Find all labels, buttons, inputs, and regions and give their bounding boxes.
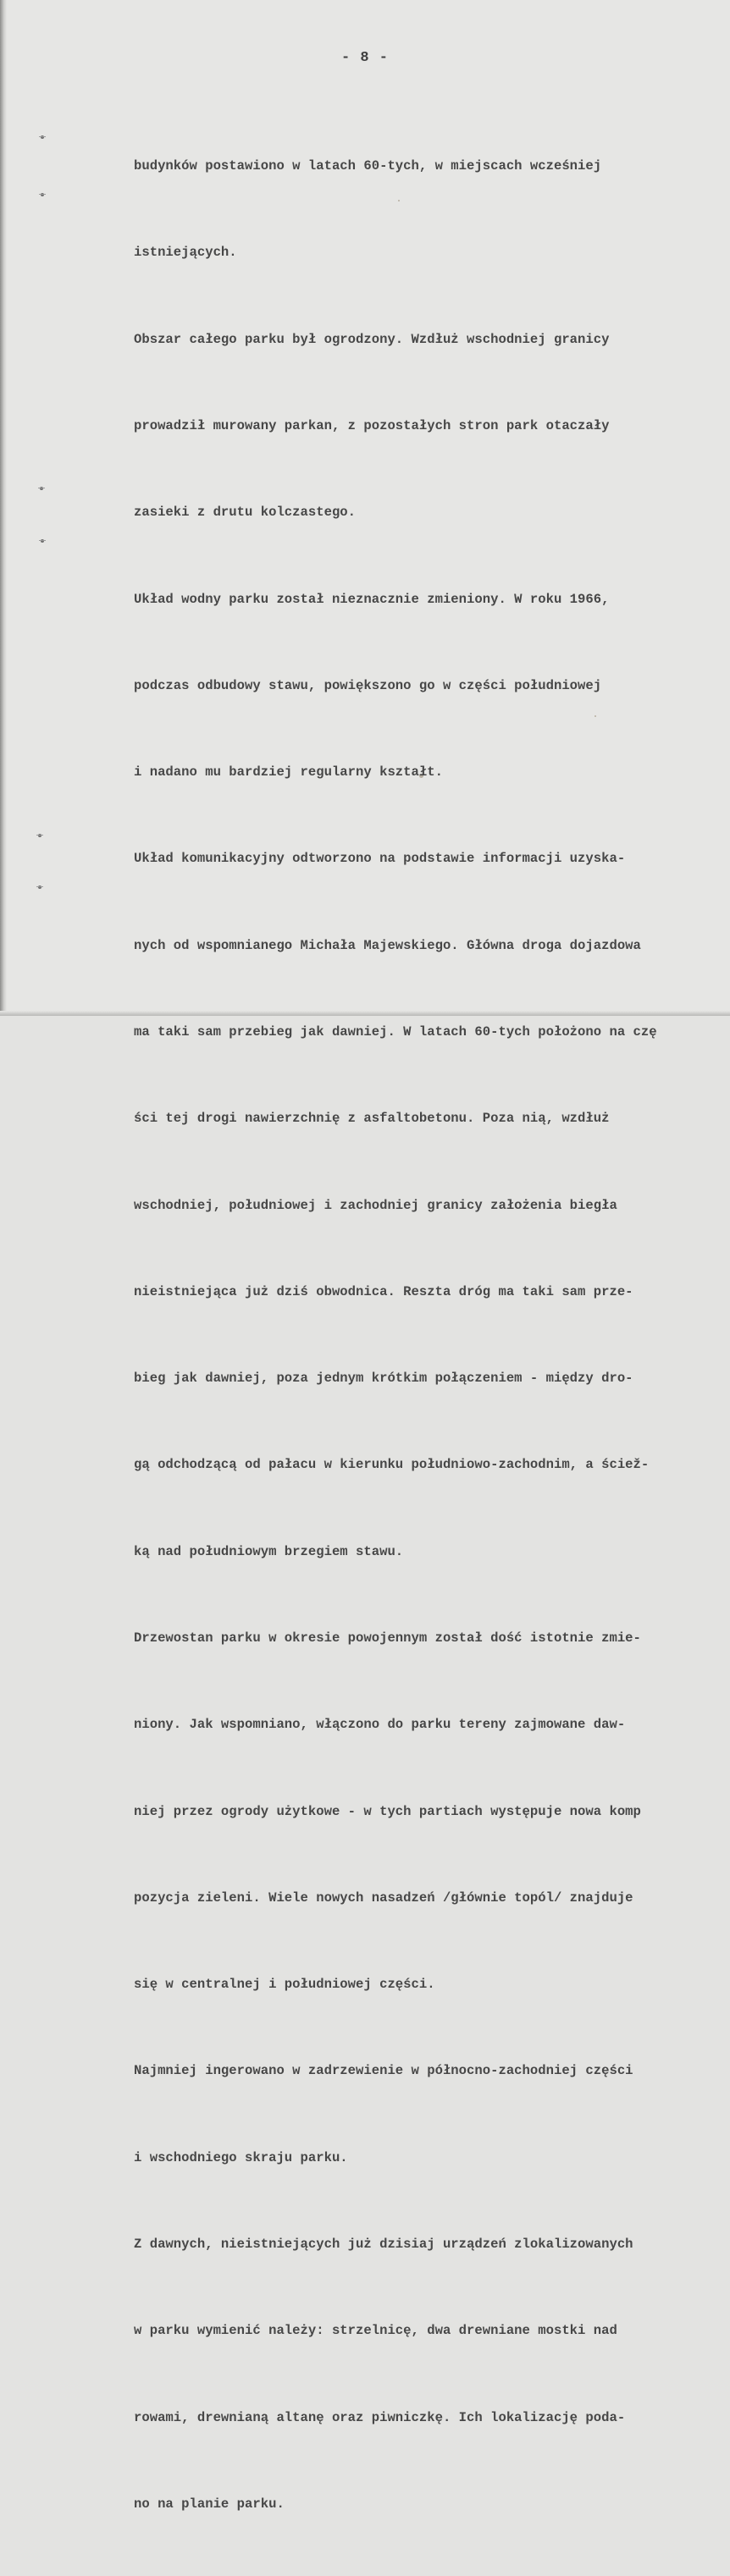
text-line: budynków postawiono w latach 60-tych, w miejscach wcześniej bbox=[134, 158, 602, 174]
text-line: Drzewostan parku w okresie powojennym został dość istotnie zmie- bbox=[134, 1630, 641, 1646]
text-line: Obszar całego parku był ogrodzony. Wzdłuż wschodniej granicy bbox=[134, 331, 610, 347]
text-line: zasieki z drutu kolczastego. bbox=[134, 505, 357, 521]
text-line: nych od wspomnianego Michała Majewskiego. Główna droga dojazdowa bbox=[134, 937, 641, 953]
text-line: Z dawnych, nieistniejących już dzisiaj urządzeń zlokalizowanych bbox=[134, 2236, 633, 2252]
text-line: Układ wodny parku został nieznacznie zmieniony. W roku 1966, bbox=[134, 591, 610, 607]
binding-hole-mark bbox=[41, 135, 44, 139]
binding-hole-mark bbox=[41, 193, 44, 196]
binding-hole-mark bbox=[38, 834, 41, 837]
text-line: ma taki sam przebieg jak dawniej. W latach 60-tych położono na czę bbox=[134, 1024, 657, 1040]
text-line: i wschodniego skraju parku. bbox=[134, 2149, 348, 2165]
binding-hole-mark bbox=[41, 539, 44, 543]
text-line: gą odchodzącą od pałacu w kierunku południowo-zachodnim, a ściež- bbox=[134, 1457, 650, 1473]
binding-hole-mark bbox=[40, 487, 43, 490]
text-line: ści tej drogi nawierzchnię z asfaltobetonu. Poza nią, wzdłuż bbox=[134, 1111, 610, 1127]
text-line: niony. Jak wspomniano, włączono do parku tereny zajmowane daw- bbox=[134, 1717, 626, 1733]
text-line: podczas odbudowy stawu, powiększono go w części południowej bbox=[134, 677, 602, 693]
page-number: - 8 - bbox=[340, 50, 389, 66]
text-line: Najmniej ingerowano w zadrzewienie w północno-zachodniej części bbox=[134, 2063, 633, 2079]
binding-hole-mark bbox=[38, 885, 41, 889]
text-line: istniejących. bbox=[134, 245, 237, 261]
text-line: pozycja zieleni. Wiele nowych nasadzeń /głównie topól/ znajduje bbox=[134, 1889, 633, 1906]
text-line: w parku wymienić należy: strzelnicę, dwa drewniane mostki nad bbox=[134, 2323, 617, 2339]
text-line: bieg jak dawniej, poza jednym krótkim połączeniem - między dro- bbox=[134, 1371, 633, 1387]
text-line: no na planie parku. bbox=[134, 2496, 285, 2512]
text-line: się w centralnej i południowej części. bbox=[134, 1977, 435, 1993]
scan-left-edge bbox=[0, 0, 7, 1016]
text-line: ką nad południowym brzegiem stawu. bbox=[134, 1543, 404, 1559]
typewritten-text-body bbox=[134, 94, 701, 2576]
text-line: i nadano mu bardziej regularny kształt. bbox=[134, 764, 443, 781]
text-line: wschodniej, południowej i zachodniej granicy założenia biegła bbox=[134, 1197, 617, 1213]
text-line: prowadził murowany parkan, z pozostałych stron park otaczały bbox=[134, 418, 610, 434]
text-line: nieistniejąca już dziś obwodnica. Reszta dróg ma taki sam prze- bbox=[134, 1283, 633, 1299]
text-line: niej przez ogrody użytkowe - w tych partiach występuje nowa komp bbox=[134, 1803, 641, 1819]
text-line: Układ komunikacyjny odtworzono na podstawie informacji uzyska- bbox=[134, 851, 626, 867]
text-line: rowami, drewnianą altanę oraz piwniczkę. Ich lokalizację poda- bbox=[134, 2409, 626, 2425]
